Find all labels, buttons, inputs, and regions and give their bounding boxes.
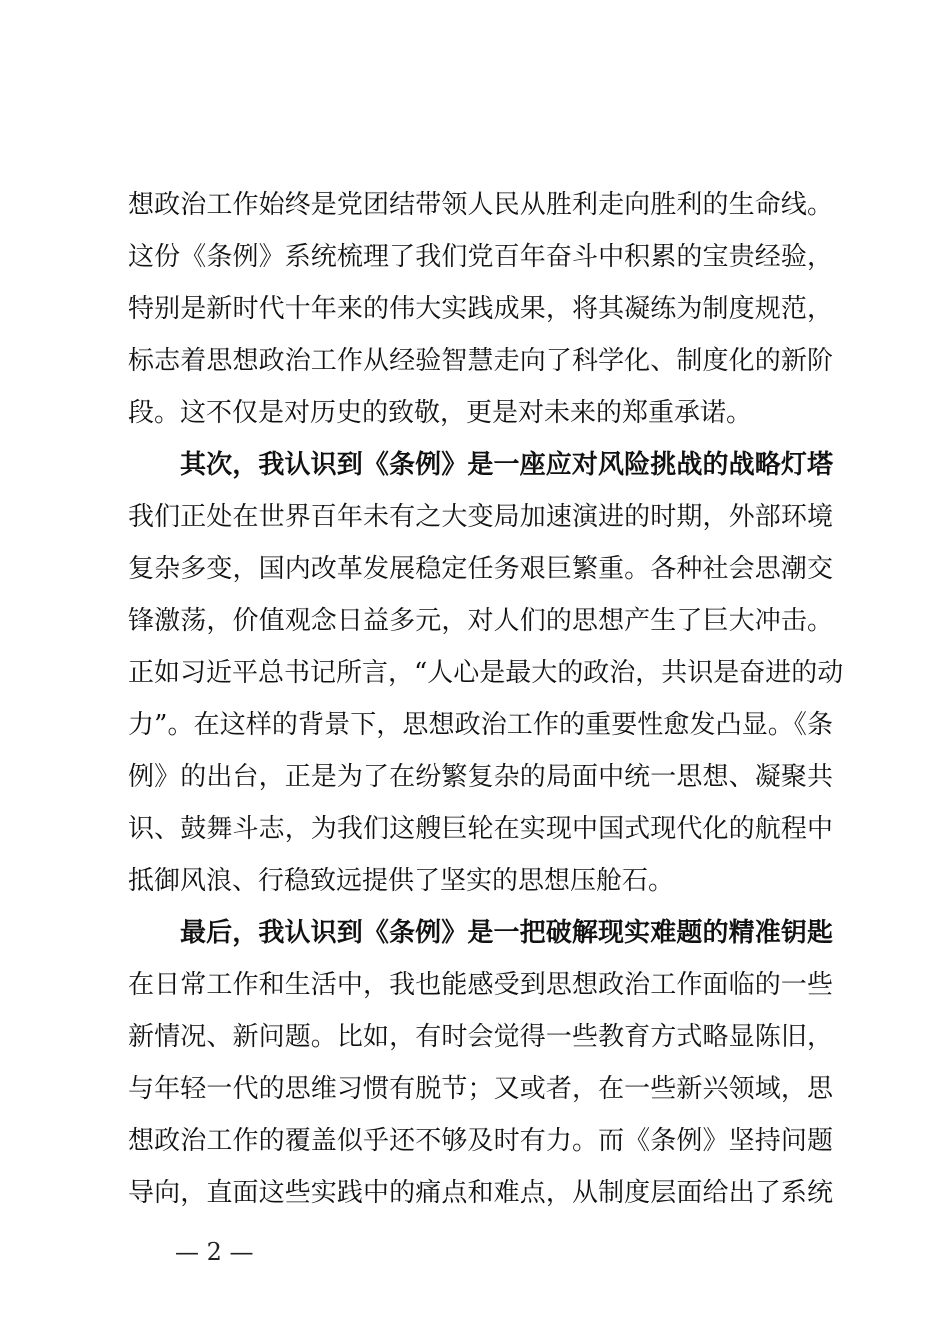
paragraph-line: 想政治工作的覆盖似乎还不够及时有力。而《条例》坚持问题 <box>128 1126 833 1156</box>
paragraph-line: 力”。在这样的背景下，思想政治工作的重要性愈发凸显。《条 <box>128 710 833 740</box>
paragraph-line: 在日常工作和生活中，我也能感受到思想政治工作面临的一些 <box>128 970 833 1000</box>
paragraph-line: 新情况、新问题。比如，有时会觉得一些教育方式略显陈旧， <box>128 1022 833 1052</box>
paragraph-line: 导向，直面这些实践中的痛点和难点，从制度层面给出了系统 <box>128 1178 833 1208</box>
paragraph-line: 抵御风浪、行稳致远提供了坚实的思想压舱石。 <box>128 866 675 896</box>
section-heading: 其次，我认识到《条例》是一座应对风险挑战的战略灯塔 <box>180 450 833 480</box>
paragraph-line: 锋激荡，价值观念日益多元，对人们的思想产生了巨大冲击。 <box>128 606 833 636</box>
paragraph-line: 与年轻一代的思维习惯有脱节；又或者，在一些新兴领域，思 <box>128 1074 833 1104</box>
paragraph-line: 复杂多变，国内改革发展稳定任务艰巨繁重。各种社会思潮交 <box>128 554 833 584</box>
paragraph-line: 正如习近平总书记所言，“人心是最大的政治，共识是奋进的动 <box>128 658 844 688</box>
paragraph-line: 段。这不仅是对历史的致敬，更是对未来的郑重承诺。 <box>128 398 753 428</box>
page-number: — 2 — <box>175 1238 254 1266</box>
paragraph-line: 识、鼓舞斗志，为我们这艘巨轮在实现中国式现代化的航程中 <box>128 814 833 844</box>
paragraph-line: 特别是新时代十年来的伟大实践成果，将其凝练为制度规范， <box>128 294 833 324</box>
paragraph-line: 我们正处在世界百年未有之大变局加速演进的时期，外部环境 <box>128 502 833 532</box>
paragraph-line: 想政治工作始终是党团结带领人民从胜利走向胜利的生命线。 <box>128 190 833 220</box>
paragraph-line: 标志着思想政治工作从经验智慧走向了科学化、制度化的新阶 <box>128 346 833 376</box>
section-heading: 最后，我认识到《条例》是一把破解现实难题的精准钥匙 <box>180 918 833 948</box>
paragraph-line: 这份《条例》系统梳理了我们党百年奋斗中积累的宝贵经验， <box>128 242 833 272</box>
paragraph-line: 例》的出台，正是为了在纷繁复杂的局面中统一思想、凝聚共 <box>128 762 833 792</box>
